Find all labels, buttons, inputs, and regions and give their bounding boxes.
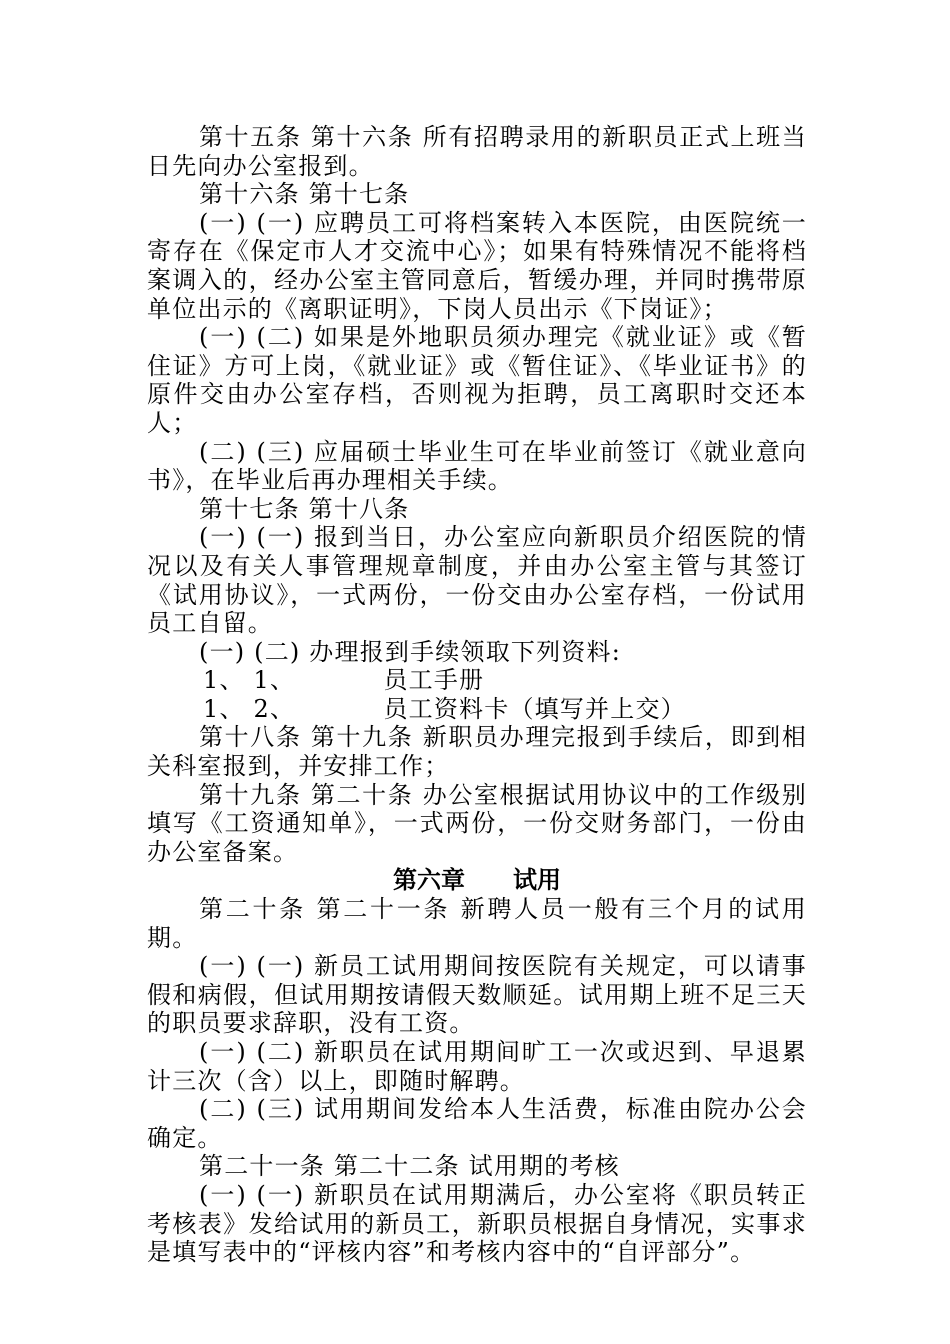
article-17-item-1: (一) (一) 报到当日，办公室应向新职员介绍医院的情况以及有关人事管理规章制度，并由办公室主管与其签订《试用协议》，一式两份，一份交由办公室存档，一份试用员工自留。 [147, 523, 807, 638]
chapter-number: 第六章 [393, 866, 465, 895]
article-18-paragraph: 第十八条 第十九条 新职员办理完报到手续后，即到相关科室报到，并安排工作； [147, 723, 807, 781]
article-21-heading: 第二十一条 第二十二条 试用期的考核 [199, 1152, 620, 1181]
article-16-item-2: (一) (二) 如果是外地职员须办理完《就业证》或《暂住证》方可上岗，《就业证》或《暂住证》、《毕业证书》的原件交由办公室存档，否则视为拒聘，员工离职时交还本人； [147, 323, 807, 437]
article-15-paragraph: 第十五条 第十六条 所有招聘录用的新职员正式上班当日先向办公室报到。 [147, 123, 807, 180]
chapter-title: 试用 [513, 866, 561, 895]
materials-list-item-2: 1、 2、 员工资料卡（填写并上交） [203, 694, 686, 723]
article-20-item-3: (二) (三) 试用期间发给本人生活费，标准由院办公会确定。 [147, 1095, 807, 1152]
article-17-item-2: (一) (二) 办理报到手续领取下列资料: [199, 637, 621, 666]
article-16-heading: 第十六条 第十七条 [199, 180, 410, 209]
article-16-item-1: (一) (一) 应聘员工可将档案转入本医院，由医院统一寄存在《保定市人才交流中心》；如果有特殊情况不能将档案调入的，经办公室主管同意后，暂缓办理，并同时携带原单位出示的《离职证明》，下岗人员出示《下岗证》； [147, 208, 807, 323]
chapter-heading [147, 866, 807, 895]
materials-list-item-1: 1、 1、 员工手册 [203, 666, 485, 695]
article-17-heading: 第十七条 第十八条 [199, 494, 410, 523]
article-20-item-1: (一) (一) 新员工试用期间按医院有关规定，可以请事假和病假，但试用期按请假天数顺延。试用期上班不足三天的职员要求辞职，没有工资。 [147, 952, 807, 1038]
article-20-item-2: (一) (二) 新职员在试用期间旷工一次或迟到、早退累计三次（含）以上，即随时解聘。 [147, 1038, 807, 1095]
article-19-paragraph: 第十九条 第二十条 办公室根据试用协议中的工作级别填写《工资通知单》，一式两份，一份交财务部门，一份由办公室备案。 [147, 780, 807, 866]
article-21-item-1: (一) (一) 新职员在试用期满后，办公室将《职员转正考核表》发给试用的新员工，新职员根据自身情况，实事求是填写表中的“评核内容”和考核内容中的“自评部分”。 [147, 1180, 807, 1267]
article-20-paragraph: 第二十条 第二十一条 新聘人员一般有三个月的试用期。 [147, 895, 807, 952]
document-body [147, 123, 807, 1267]
article-16-item-3: (二) (三) 应届硕士毕业生可在毕业前签订《就业意向书》，在毕业后再办理相关手续。 [147, 437, 807, 495]
